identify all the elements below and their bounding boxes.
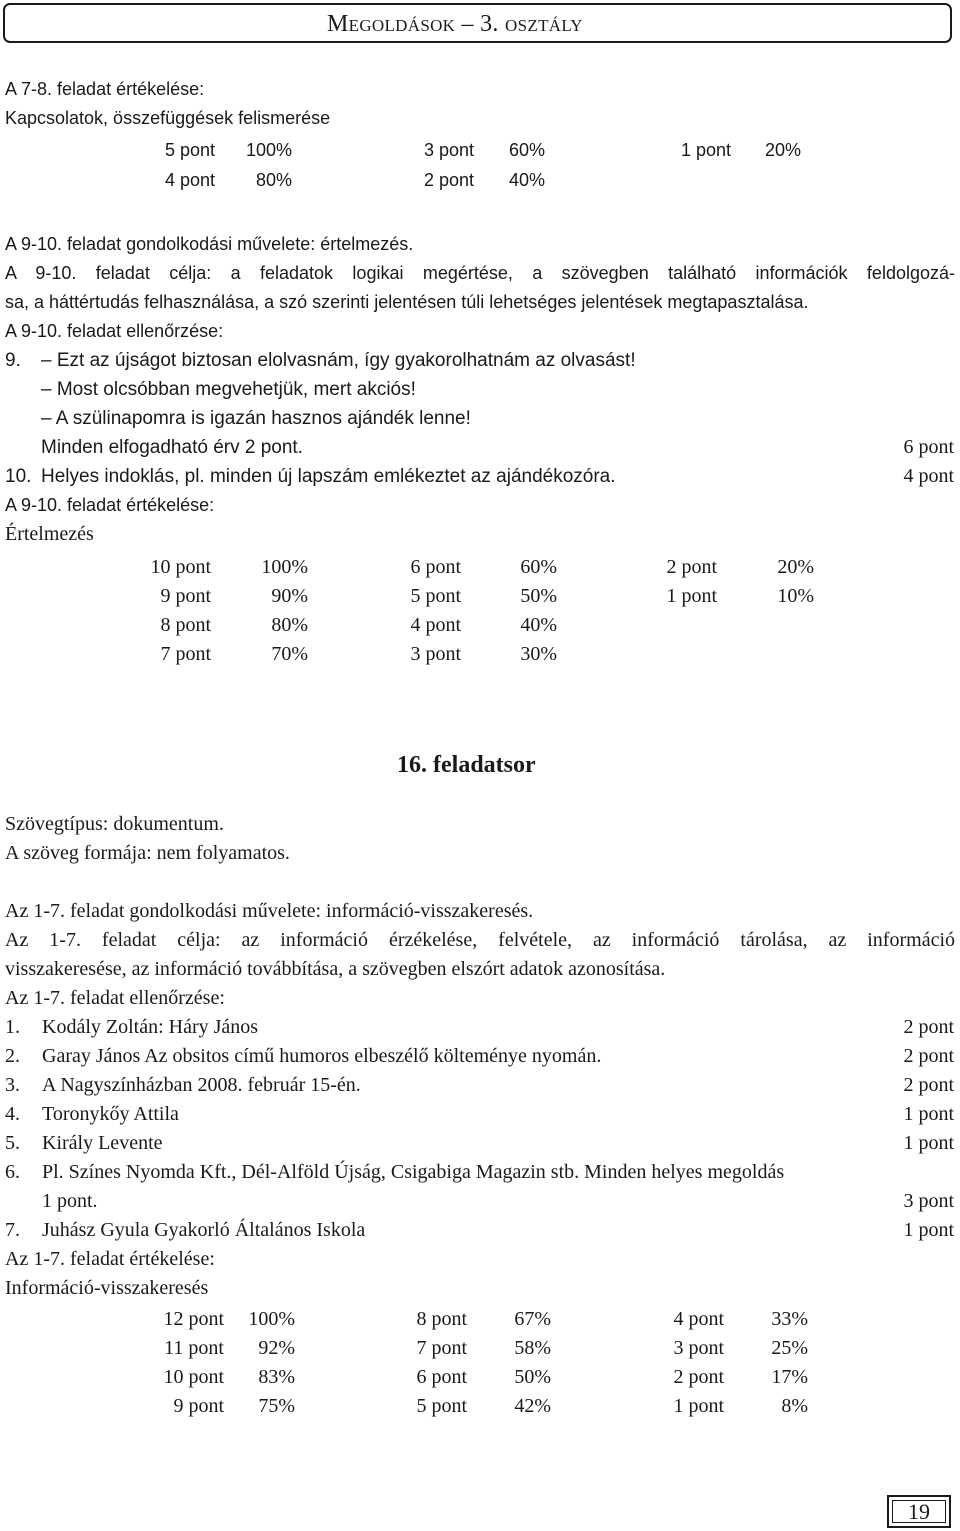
part2-eval-heading: A 9-10. feladat értékelése: — [5, 495, 215, 515]
part3-goal-line2: visszakeresése, az információ továbbítása, a szövegben elszórt adatok azonosítása. — [5, 958, 666, 980]
part3-operation: Az 1-7. feladat gondolkodási művelete: információ-visszakeresés. — [5, 900, 534, 922]
score-cell: 1 pont — [673, 1395, 724, 1417]
score-cell: 10% — [777, 585, 814, 607]
score-cell: 10 pont — [163, 1366, 224, 1388]
q10-points: 4 pont — [903, 465, 954, 487]
score-cell: 6 pont — [410, 556, 461, 578]
score-cell: 50% — [514, 1366, 551, 1388]
score-cell: 60% — [520, 556, 557, 578]
answer-number: 4. — [5, 1103, 20, 1125]
score-cell: 2 pont — [666, 556, 717, 578]
q9-answer-a: – Ezt az újságot biztosan elolvasnám, így gyakorolhatnám az olvasást! — [41, 350, 636, 371]
score-cell: 80% — [255, 170, 292, 190]
answer-number: 7. — [5, 1219, 20, 1241]
score-cell: 5 pont — [416, 1395, 467, 1417]
answer-number: 1. — [5, 1016, 20, 1038]
part1-eval-heading: A 7-8. feladat értékelése: — [5, 79, 205, 99]
part2-operation: A 9-10. feladat gondolkodási művelete: értelmezés. — [5, 234, 414, 254]
score-cell: 100% — [261, 556, 308, 578]
score-cell: 4 pont — [410, 614, 461, 636]
score-cell: 30% — [520, 643, 557, 665]
q9-number: 9. — [5, 350, 21, 371]
answer-text: Kodály Zoltán: Háry János — [42, 1016, 259, 1038]
score-cell: 20% — [764, 140, 801, 160]
answer-points: 1 pont — [903, 1219, 954, 1241]
text-form: A szöveg formája: nem folyamatos. — [5, 842, 290, 864]
score-cell: 3 pont — [423, 140, 474, 160]
answer-text: 1 pont. — [42, 1190, 98, 1212]
score-cell: 70% — [271, 643, 308, 665]
part3-eval-subheading: Információ-visszakeresés — [5, 1277, 209, 1299]
score-cell: 40% — [520, 614, 557, 636]
answer-points: 2 pont — [903, 1016, 954, 1038]
score-cell: 25% — [771, 1337, 808, 1359]
q10-number: 10. — [5, 466, 32, 487]
answer-points: 1 pont — [903, 1103, 954, 1125]
score-cell: 4 pont — [164, 170, 215, 190]
score-cell: 8 pont — [160, 614, 211, 636]
score-cell: 60% — [508, 140, 545, 160]
q9-answer-b: – Most olcsóbban megvehetjük, mert akciós! — [41, 379, 416, 400]
header-title: MEGOLDÁSOK – 3. OSZTÁLY — [327, 11, 583, 37]
part2-eval-subheading: Értelmezés — [5, 523, 94, 545]
score-cell: 9 pont — [173, 1395, 224, 1417]
score-cell: 5 pont — [164, 140, 215, 160]
score-cell: 92% — [258, 1337, 295, 1359]
answer-points: 3 pont — [903, 1190, 954, 1212]
score-cell: 9 pont — [160, 585, 211, 607]
score-cell: 17% — [771, 1366, 808, 1388]
score-cell: 8 pont — [416, 1308, 467, 1330]
answer-points: 2 pont — [903, 1045, 954, 1067]
score-cell: 7 pont — [160, 643, 211, 665]
part1-eval-subheading: Kapcsolatok, összefüggések felismerése — [5, 108, 331, 128]
answer-number: 5. — [5, 1132, 20, 1154]
score-cell: 83% — [258, 1366, 295, 1388]
answer-text: A Nagyszínházban 2008. február 15-én. — [42, 1074, 361, 1096]
answer-text: Garay János Az obsitos című humoros elbeszélő költeménye nyomán. — [42, 1045, 602, 1067]
score-cell: 40% — [508, 170, 545, 190]
score-cell: 3 pont — [410, 643, 461, 665]
answer-points: 2 pont — [903, 1074, 954, 1096]
score-cell: 2 pont — [673, 1366, 724, 1388]
answer-points: 1 pont — [903, 1132, 954, 1154]
answer-text: Juhász Gyula Gyakorló Általános Iskola — [42, 1219, 366, 1241]
q9-answer-c: – A szülinapomra is igazán hasznos ajándék lenne! — [41, 408, 471, 429]
part3-check-heading: Az 1-7. feladat ellenőrzése: — [5, 987, 225, 1009]
score-cell: 6 pont — [416, 1366, 467, 1388]
score-cell: 100% — [248, 1308, 295, 1330]
score-cell: 1 pont — [666, 585, 717, 607]
answer-text: Pl. Színes Nyomda Kft., Dél-Alföld Újság, Csigabiga Magazin stb. Minden helyes megoldás — [42, 1161, 785, 1183]
score-cell: 1 pont — [680, 140, 731, 160]
part2-goal-line1: A 9-10. feladat célja: a feladatok logikai megértése, a szövegben található információk feldolgozá- — [5, 263, 955, 283]
part2-check-heading: A 9-10. feladat ellenőrzése: — [5, 321, 224, 341]
part2-goal-line2: sa, a háttértudás felhasználása, a szó szerinti jelentésen túli lehetséges jelentések megtapasztalása. — [5, 292, 809, 312]
score-cell: 75% — [258, 1395, 295, 1417]
text-type: Szövegtípus: dokumentum. — [5, 813, 224, 835]
score-cell: 33% — [771, 1308, 808, 1330]
score-cell: 67% — [514, 1308, 551, 1330]
score-cell: 12 pont — [163, 1308, 224, 1330]
answer-number: 3. — [5, 1074, 20, 1096]
score-cell: 42% — [514, 1395, 551, 1417]
score-cell: 3 pont — [673, 1337, 724, 1359]
answer-number: 2. — [5, 1045, 20, 1067]
score-cell: 7 pont — [416, 1337, 467, 1359]
part3-eval-heading: Az 1-7. feladat értékelése: — [5, 1248, 215, 1270]
score-cell: 5 pont — [410, 585, 461, 607]
q9-points: 6 pont — [903, 436, 954, 458]
score-cell: 100% — [245, 140, 292, 160]
q9-scoring-note: Minden elfogadható érv 2 pont. — [41, 437, 303, 458]
answer-number: 6. — [5, 1161, 20, 1183]
score-cell: 90% — [271, 585, 308, 607]
score-cell: 8% — [781, 1395, 808, 1417]
score-cell: 80% — [271, 614, 308, 636]
score-cell: 2 pont — [423, 170, 474, 190]
score-cell: 20% — [777, 556, 814, 578]
answer-text: Király Levente — [42, 1132, 163, 1154]
part3-goal-line1: Az 1-7. feladat célja: az információ érzékelése, felvétele, az információ tárolása, az információ — [5, 929, 955, 951]
score-cell: 50% — [520, 585, 557, 607]
score-cell: 10 pont — [150, 556, 211, 578]
answer-text: Toronykőy Attila — [42, 1103, 179, 1125]
q10-answer: Helyes indoklás, pl. minden új lapszám emlékeztet az ajándékozóra. — [41, 466, 616, 487]
score-cell: 4 pont — [673, 1308, 724, 1330]
page-number: 19 — [908, 1499, 930, 1524]
score-cell: 11 pont — [164, 1337, 224, 1359]
score-cell: 58% — [514, 1337, 551, 1359]
page-number-box — [887, 1495, 951, 1528]
section-title: 16. feladatsor — [397, 752, 536, 778]
